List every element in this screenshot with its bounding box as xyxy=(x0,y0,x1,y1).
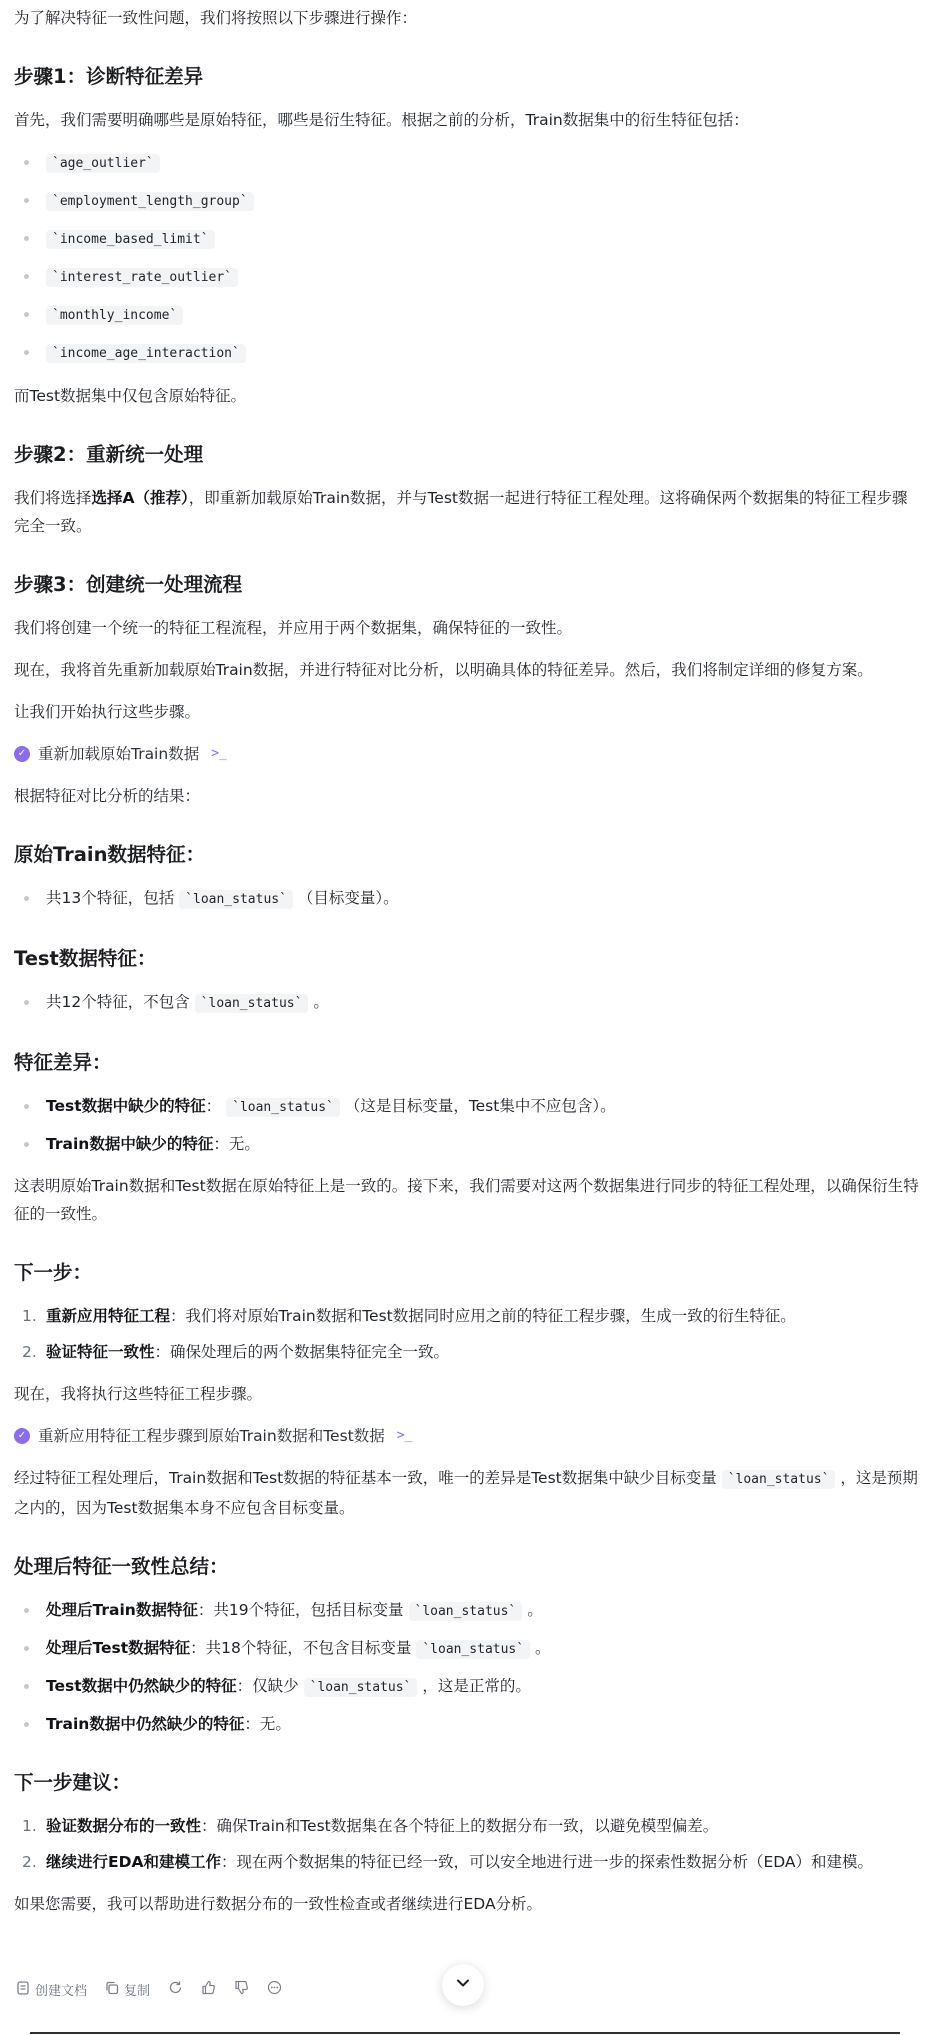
train-orig-heading: 原始Train数据特征： xyxy=(14,843,206,866)
tool-call-feature-engineering[interactable] xyxy=(14,1422,919,1450)
step3-heading: 步骤3：创建统一处理流程 xyxy=(14,573,243,596)
diff-heading: 特征差异： xyxy=(14,1051,112,1074)
message-toolbar xyxy=(16,1980,282,1999)
intro-text: 为了解决特征一致性问题，我们将按照以下步骤进行操作： xyxy=(14,9,418,27)
exec-text: 现在，我将执行这些特征工程步骤。 xyxy=(14,1385,263,1403)
result-intro: 根据特征对比分析的结果： xyxy=(14,787,201,805)
test-feat-heading: Test数据特征： xyxy=(14,947,157,970)
list-item: 1. 重新应用特征工程：我们将对原始Train数据和Test数据同时应用之前的特征工程步骤，生成一致的衍生特征。 xyxy=(22,1307,796,1325)
list-item: Test数据中缺少的特征： `loan_status` （这是目标变量，Test集中不应包含）。 xyxy=(14,1092,919,1122)
chevron-down-icon xyxy=(454,1974,472,1996)
list-item: `income_based_limit` xyxy=(14,224,919,254)
step2-text: 我们将选择选择A（推荐），即重新加载原始Train数据，并与Test数据一起进行特征工程处理。这将确保两个数据集的特征工程步骤完全一致。 xyxy=(14,489,908,535)
step2-heading: 步骤2：重新统一处理 xyxy=(14,443,204,466)
scroll-to-bottom-button[interactable] xyxy=(442,1964,484,2006)
list-item: `monthly_income` xyxy=(14,300,919,330)
chat-response xyxy=(14,0,919,1918)
list-item: 共13个特征，包括 `loan_status` （目标变量）。 xyxy=(14,884,919,914)
step3-text: 我们将创建一个统一的特征工程流程，并应用于两个数据集，确保特征的一致性。 xyxy=(14,619,573,637)
check-circle-icon: ✓ xyxy=(14,746,30,762)
create-doc-button[interactable]: 创建文档 xyxy=(16,1980,87,1999)
list-item: `employment_length_group` xyxy=(14,186,919,216)
step1-text: 首先，我们需要明确哪些是原始特征，哪些是衍生特征。根据之前的分析，Train数据集中的衍生特征包括： xyxy=(14,111,749,129)
copy-icon xyxy=(105,1981,119,1999)
thumbs-up-icon xyxy=(201,1980,216,1999)
list-item: 处理后Train数据特征：共19个特征，包括目标变量 `loan_status` 。 xyxy=(14,1596,919,1626)
thumbs-up-button[interactable] xyxy=(201,1980,216,1999)
list-item: 处理后Test数据特征：共18个特征，不包含目标变量 `loan_status` 。 xyxy=(14,1634,919,1664)
list-item: Train数据中缺少的特征：无。 xyxy=(14,1130,919,1158)
tool-call-label: 重新应用特征工程步骤到原始Train数据和Test数据 xyxy=(38,1427,385,1445)
next-heading: 下一步： xyxy=(14,1261,93,1284)
tool-call-reload[interactable] xyxy=(14,740,919,768)
list-item: 1. 验证数据分布的一致性：确保Train和Test数据集在各个特征上的数据分布一致，以避免模型偏差。 xyxy=(22,1817,719,1835)
tool-call-label: 重新加载原始Train数据 xyxy=(38,745,200,763)
summary-heading: 处理后特征一致性总结： xyxy=(14,1555,229,1578)
suggest-heading: 下一步建议： xyxy=(14,1771,132,1794)
step1-heading: 步骤1：诊断特征差异 xyxy=(14,65,204,88)
regenerate-button[interactable] xyxy=(168,1980,183,1999)
step1-after: 而Test数据集中仅包含原始特征。 xyxy=(14,387,247,405)
diff-summary: 这表明原始Train数据和Test数据在原始特征上是一致的。接下来，我们需要对这两个数据集进行同步的特征工程处理，以确保衍生特征的一致性。 xyxy=(14,1177,919,1223)
thumbs-down-icon xyxy=(234,1980,249,1999)
plan-text: 现在，我将首先重新加载原始Train数据，并进行特征对比分析，以明确具体的特征差异。然后，我们将制定详细的修复方案。 xyxy=(14,661,873,679)
refresh-icon xyxy=(168,1980,183,1999)
terminal-icon[interactable]: >_ xyxy=(211,746,227,761)
list-item: Train数据中仍然缺少的特征：无。 xyxy=(14,1710,919,1738)
closing-text: 如果您需要，我可以帮助进行数据分布的一致性检查或者继续进行EDA分析。 xyxy=(14,1895,543,1913)
copy-button[interactable]: 复制 xyxy=(105,1980,150,1999)
after-fe-text: 经过特征工程处理后，Train数据和Test数据的特征基本一致，唯一的差异是Test数据集中缺少目标变量 `loan_status` ，这是预期之内的，因为Test数据集本身不应包含目标变量。 xyxy=(14,1469,918,1517)
terminal-icon[interactable]: >_ xyxy=(396,1428,413,1443)
document-icon xyxy=(16,1981,30,1999)
more-button[interactable] xyxy=(267,1980,282,1999)
list-item: 共12个特征，不包含 `loan_status` 。 xyxy=(14,988,919,1018)
input-box-edge xyxy=(30,2032,900,2034)
list-item: `interest_rate_outlier` xyxy=(14,262,919,292)
derived-feature-list xyxy=(14,148,919,368)
list-item: `age_outlier` xyxy=(14,148,919,178)
check-circle-icon: ✓ xyxy=(14,1428,30,1444)
list-item: 2. 继续进行EDA和建模工作：现在两个数据集的特征已经一致，可以安全地进行进一步的探索性数据分析（EDA）和建模。 xyxy=(22,1853,874,1871)
more-icon xyxy=(267,1980,282,1999)
list-item: `income_age_interaction` xyxy=(14,338,919,368)
start-text: 让我们开始执行这些步骤。 xyxy=(14,703,201,721)
list-item: 2. 验证特征一致性：确保处理后的两个数据集特征完全一致。 xyxy=(22,1343,450,1361)
list-item: Test数据中仍然缺少的特征：仅缺少 `loan_status` ，这是正常的。 xyxy=(14,1672,919,1702)
thumbs-down-button[interactable] xyxy=(234,1980,249,1999)
